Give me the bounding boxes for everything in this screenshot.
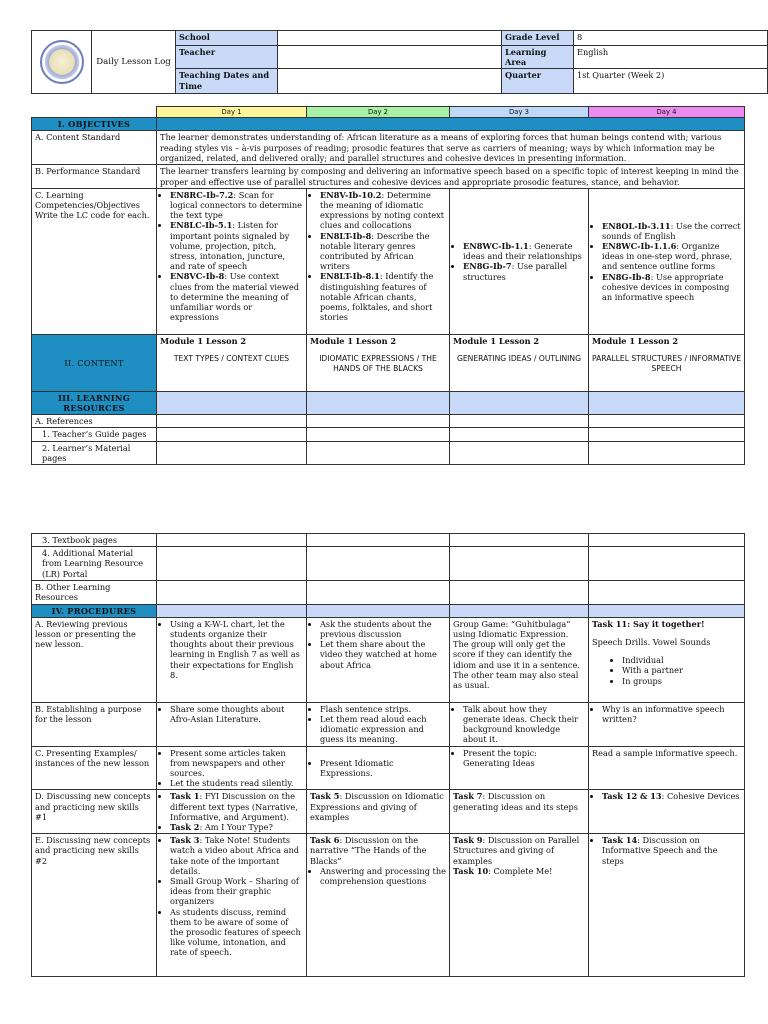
competencies-day4	[589, 188, 745, 334]
list-item: • EN8LT-Ib-8: Describe the notable literary genres contributed by African writers	[320, 231, 446, 272]
day4-header: Day 4	[589, 107, 745, 118]
additional-material-label: 4. Additional Material from Learning Resource (LR) Portal	[32, 547, 157, 581]
grade-level-value: 8	[574, 31, 768, 46]
deped-seal-cell	[32, 31, 92, 94]
day3-header: Day 3	[450, 107, 589, 118]
procedure-e-day4: • Task 14: Discussion on Informative Speech and the steps	[589, 834, 745, 977]
procedure-c-day1: • Present some articles taken from newspapers and other sources. • Let the students read silently.	[157, 746, 307, 790]
list-item: • EN8V-Ib-10.2: Determine the meaning of idiomatic expressions by noting context clues and collocations	[320, 190, 446, 231]
list-item: • EN8WC-Ib-1.1: Generate ideas and their relationships	[463, 241, 585, 261]
dates-label: Teaching Dates and Time	[176, 69, 278, 94]
teachers-guide-label: 1. Teacher’s Guide pages	[32, 428, 157, 441]
list-item: • EN8G-Ib-7: Use parallel structures	[463, 261, 585, 281]
procedure-e-day3: Task 9: Discussion on Parallel Structures and giving of examples Task 10: Complete Me!	[450, 834, 589, 977]
learning-area-value: English	[574, 46, 768, 69]
list-item: • EN8LC-Ib-5.1: Listen for important points signaled by volume, projection, pitch, stress, intonation, juncture, and rate of speech	[170, 220, 303, 271]
grade-level-label: Grade Level	[502, 31, 574, 46]
procedure-e-label: E. Discussing new concepts and practicing new skills #2	[32, 834, 157, 977]
content-standard-label: A. Content Standard	[32, 131, 157, 165]
procedure-c-day3: • Present the topic: Generating Ideas	[450, 746, 589, 790]
procedure-a-day1: • Using a K-W-L chart, let the students organize their thoughts about their previous learning in English 7 as well as their expectations for English 8.	[157, 617, 307, 702]
procedure-b-day4: • Why is an informative speech written?	[589, 702, 745, 746]
procedure-c-label: C. Presenting Examples/ instances of the new lesson	[32, 746, 157, 790]
procedure-e-day2: Task 6: Discussion on the narrative “The Hands of the Blacks” • Answering and processing the comprehension questions	[307, 834, 450, 977]
performance-standard-label: B. Performance Standard	[32, 165, 157, 188]
list-item: • EN8WC-Ib-1.1.6: Organize ideas in one-step word, phrase, and sentence outline forms	[602, 241, 741, 272]
competencies-label: C. Learning Competencies/Objectives Write the LC code for each.	[32, 188, 157, 334]
content-heading: II. CONTENT	[32, 334, 157, 391]
procedure-a-label: A. Reviewing previous lesson or presenting the new lesson.	[32, 617, 157, 702]
procedure-a-day3: Group Game: “Guhitbulaga” using Idiomatic Expression. The group will only get the score if they can identify the idiom and use it in a sentence. The other team may also steal as usual.	[450, 617, 589, 702]
lesson-table-page1	[31, 106, 745, 465]
list-item: • EN8G-Ib-8: Use appropriate cohesive devices in composing an informative speech	[602, 272, 741, 303]
quarter-value: 1st Quarter (Week 2)	[574, 69, 768, 94]
procedure-c-day2: • Present Idiomatic Expressions.	[307, 746, 450, 790]
deped-seal-icon	[40, 40, 84, 84]
lesson-table-page2	[31, 533, 745, 977]
learners-material-label: 2. Learner’s Material pages	[32, 441, 157, 464]
performance-standard-text: The learner transfers learning by composing and delivering an informative speech based on a specific topic of interest keeping in mind the proper and effective use of parallel structures and cohesive devices and appropriate prosodic features, stance, and behavior.	[157, 165, 745, 188]
procedure-d-label: D. Discussing new concepts and practicing new skills #1	[32, 790, 157, 834]
procedure-d-day3: Task 7: Discussion on generating ideas and its steps	[450, 790, 589, 834]
procedure-a-day2: • Ask the students about the previous discussion • Let them share about the video they watched at home about Africa	[307, 617, 450, 702]
school-label: School	[176, 31, 278, 46]
content-day2: Module 1 Lesson 2 IDIOMATIC EXPRESSIONS / THE HANDS OF THE BLACKS	[307, 334, 450, 391]
teacher-value	[278, 46, 502, 69]
document-title: Daily Lesson Log	[92, 31, 176, 94]
list-item: • EN8LT-Ib-8.1: Identify the distinguishing features of notable African chants, poems, folktales, and short stories	[320, 271, 446, 322]
content-day1: Module 1 Lesson 2 TEXT TYPES / CONTEXT CLUES	[157, 334, 307, 391]
day1-header: Day 1	[157, 107, 307, 118]
procedure-d-day4: • Task 12 & 13: Cohesive Devices	[589, 790, 745, 834]
procedure-b-day1: • Share some thoughts about Afro-Asian Literature.	[157, 702, 307, 746]
references-label: A. References	[32, 415, 157, 428]
procedure-c-day4: Read a sample informative speech.	[589, 746, 745, 790]
learning-area-label: Learning Area	[502, 46, 574, 69]
list-item: • EN8OL-Ib-3.11: Use the correct sounds of English	[602, 221, 741, 241]
textbook-label: 3. Textbook pages	[32, 534, 157, 547]
procedure-b-day2: • Flash sentence strips. • Let them read aloud each idiomatic expression and guess its meaning.	[307, 702, 450, 746]
school-value	[278, 31, 502, 46]
procedure-d-day2: Task 5: Discussion on Idiomatic Expressions and giving of examples	[307, 790, 450, 834]
content-day4: Module 1 Lesson 2 PARALLEL STRUCTURES / INFORMATIVE SPEECH	[589, 334, 745, 391]
content-day3: Module 1 Lesson 2 GENERATING IDEAS / OUTLINING	[450, 334, 589, 391]
list-item: • EN8VC-Ib-8: Use context clues from the material viewed to determine the meaning of unfamiliar words or expressions	[170, 271, 303, 322]
procedure-e-day1: • Task 3: Take Note! Students watch a video about Africa and take note of the important details. • Small Group Work – Sharing of ideas from their graphic organizers • As students discuss, remind them to be aware of some of the prosodic features of speech like volume, intonation, and rate of speech.	[157, 834, 307, 977]
competencies-day2	[307, 188, 450, 334]
objectives-heading: I. OBJECTIVES	[32, 118, 157, 131]
resources-heading: III. LEARNING RESOURCES	[32, 391, 157, 414]
list-item: • EN8RC-Ib-7.2: Scan for logical connectors to determine the text type	[170, 190, 303, 221]
competencies-day3	[450, 188, 589, 334]
other-resources-label: B. Other Learning Resources	[32, 581, 157, 604]
day2-header: Day 2	[307, 107, 450, 118]
procedure-a-day4: Task 11: Say it together! Speech Drills. Vowel Sounds • Individual • With a partner • In groups	[589, 617, 745, 702]
competencies-day1	[157, 188, 307, 334]
procedure-b-day3: • Talk about how they generate ideas. Check their background knowledge about it.	[450, 702, 589, 746]
quarter-label: Quarter	[502, 69, 574, 94]
teacher-label: Teacher	[176, 46, 278, 69]
header-table	[31, 30, 768, 94]
procedure-b-label: B. Establishing a purpose for the lesson	[32, 702, 157, 746]
content-standard-text: The learner demonstrates understanding of: African literature as a means of exploring forces that human beings contend with; various reading styles vis – à-vis purposes of reading; prosodic features that serve as carriers of meaning; ways by which information may be organized, related, and delivered orally; and parallel structures and cohesive devices in presenting information.	[157, 131, 745, 165]
procedures-heading: IV. PROCEDURES	[32, 604, 157, 617]
dates-value	[278, 69, 502, 94]
procedure-d-day1: • Task 1: FYI Discussion on the different text types (Narrative, Informative, and Argument). • Task 2: Am I Your Type?	[157, 790, 307, 834]
